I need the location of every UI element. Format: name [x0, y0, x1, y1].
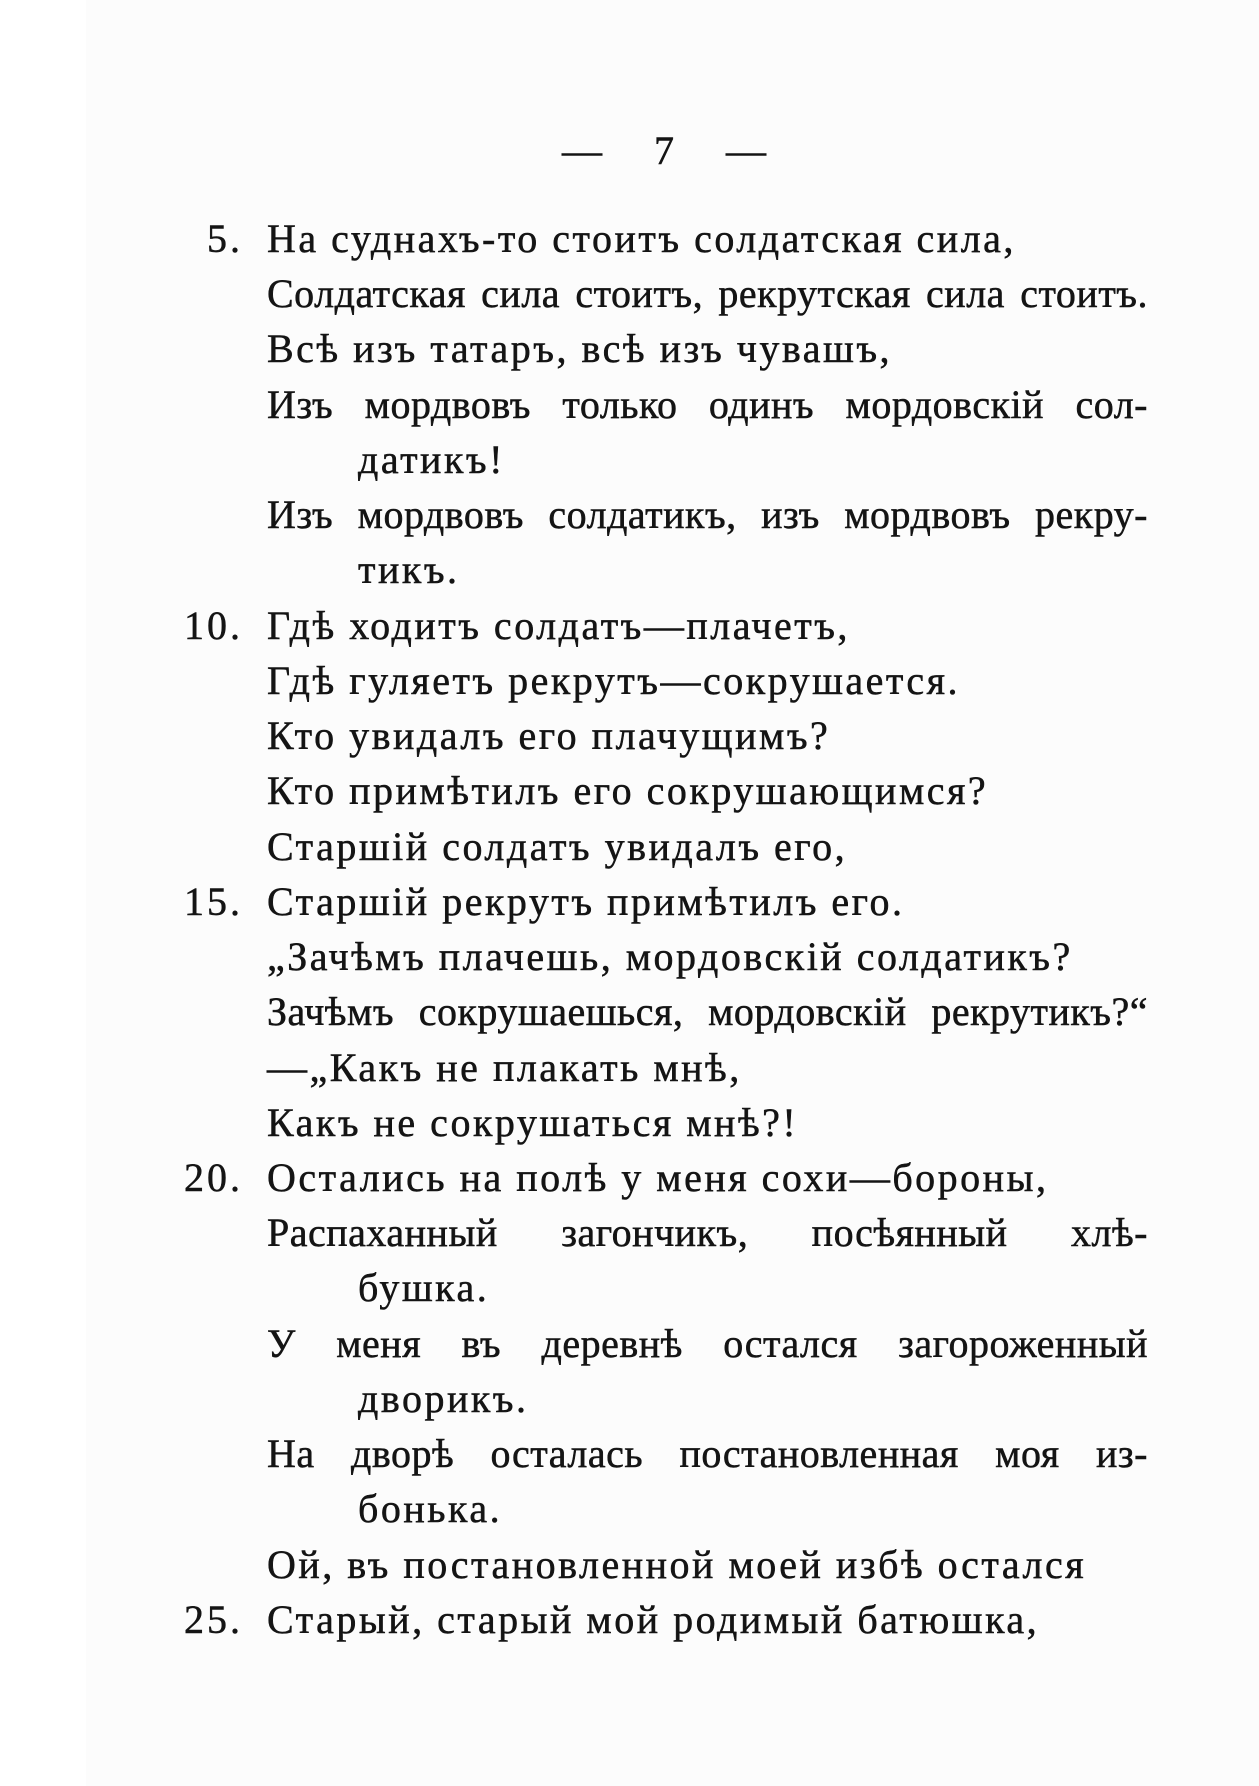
verse-text: Кто увидалъ его плачущимъ?: [267, 713, 831, 759]
verse-line: [0, 874, 1259, 929]
verse-line: [0, 266, 1259, 321]
verse-text: Всѣ изъ татаръ, всѣ изъ чувашъ,: [267, 326, 892, 372]
verse-text: Распаханный загончикъ, посѣянный хлѣ-: [267, 1210, 1148, 1256]
verse-text: У меня въ деревнѣ остался загороженный: [267, 1320, 1148, 1366]
verse-line: [0, 1040, 1259, 1095]
verse-line: [0, 708, 1259, 763]
verse-text: бонька.: [358, 1486, 503, 1532]
verse-text: На дворѣ осталась постановленная моя из-: [267, 1431, 1148, 1477]
line-number: 10.: [184, 602, 243, 648]
verse-line: [0, 653, 1259, 708]
line-number: 25.: [184, 1596, 243, 1642]
verse-line: [0, 211, 1259, 266]
verse-line: [0, 321, 1259, 376]
verse-line: [0, 1592, 1259, 1647]
verse-text: Какъ не сокрушаться мнѣ?!: [267, 1099, 799, 1145]
verse-line-continuation: [0, 1260, 1259, 1315]
verse-line: [0, 1095, 1259, 1150]
line-number: 20.: [184, 1154, 243, 1200]
verse-line-continuation: [0, 1371, 1259, 1426]
verse-line: [0, 487, 1259, 542]
verse-line: [0, 763, 1259, 818]
verse-line: [0, 929, 1259, 984]
verse-text: датикъ!: [358, 436, 505, 482]
page-number: — 7 —: [562, 128, 766, 173]
verse-text: Старшій рекрутъ примѣтилъ его.: [267, 878, 905, 924]
verse-text: Остались на полѣ у меня сохи—бороны,: [267, 1154, 1049, 1200]
verse-text: тикъ.: [358, 547, 460, 593]
verse-text: Ой, въ постановленной моей избѣ остался: [267, 1541, 1087, 1587]
line-number: 15.: [184, 878, 243, 924]
verse-text: Гдѣ гуляетъ рекрутъ—сокрушается.: [267, 657, 961, 703]
verse-text: Старшій солдатъ увидалъ его,: [267, 823, 848, 869]
verse-text: Старый, старый мой родимый батюшка,: [267, 1596, 1040, 1642]
verse-text: —„Какъ не плакать мнѣ,: [267, 1044, 742, 1090]
verse-line: [0, 1316, 1259, 1371]
verse-line: [0, 1426, 1259, 1481]
verse-line: [0, 1150, 1259, 1205]
verse-text: Кто примѣтилъ его сокрушающимся?: [267, 768, 989, 814]
verse-text: „Зачѣмъ плачешь, мордовскій солдатикъ?: [267, 934, 1073, 980]
verse-line: [0, 377, 1259, 432]
verse-text: Изъ мордвовъ солдатикъ, изъ мордвовъ рекру-: [267, 492, 1148, 538]
verse-text: Гдѣ ходитъ солдатъ—плачетъ,: [267, 602, 850, 648]
verse-block: [0, 211, 1259, 1647]
verse-line: [0, 819, 1259, 874]
verse-line: [0, 598, 1259, 653]
line-number: 5.: [207, 216, 243, 261]
verse-line-continuation: [0, 432, 1259, 487]
verse-line-continuation: [0, 1481, 1259, 1536]
verse-text: бушка.: [358, 1265, 490, 1311]
verse-text: Зачѣмъ сокрушаешься, мордовскій рекрутикъ?“: [267, 989, 1148, 1035]
verse-line-continuation: [0, 542, 1259, 597]
verse-text: На суднахъ-то стоитъ солдатская сила,: [267, 216, 1016, 261]
verse-text: Солдатская сила стоитъ, рекрутская сила стоитъ.: [267, 271, 1148, 317]
verse-text: Изъ мордвовъ только одинъ мордовскій сол-: [267, 381, 1148, 427]
verse-text: дворикъ.: [358, 1375, 529, 1421]
verse-line: [0, 984, 1259, 1039]
verse-line: [0, 1537, 1259, 1592]
verse-line: [0, 1205, 1259, 1260]
